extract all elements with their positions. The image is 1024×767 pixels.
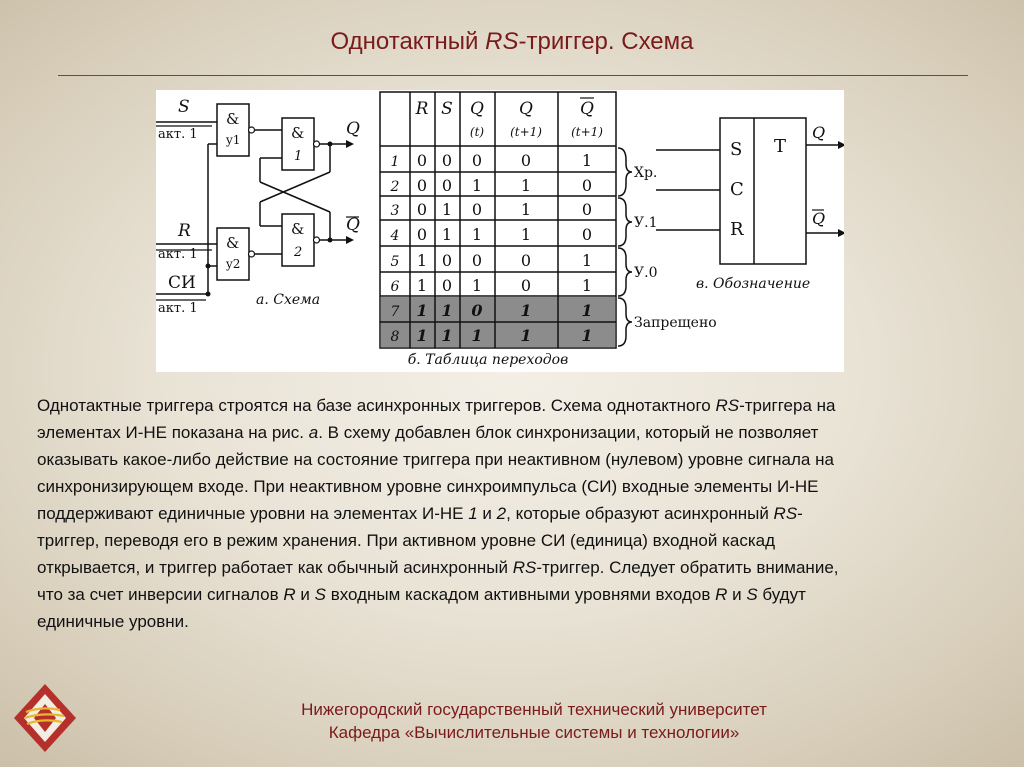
schema-caption: а. Схема (256, 292, 321, 308)
table-cell: 1 (581, 276, 593, 295)
table-cell: 1 (416, 301, 428, 320)
symbol-qbar-label: Q (812, 209, 826, 228)
footer-university: Нижегородский государственный технический университет (301, 700, 767, 719)
table-group-label: Запрещено (634, 315, 717, 331)
table-cell: 0 (471, 301, 483, 320)
body-line: элементах И-НЕ показана на рис. а. В схему добавлен блок синхронизации, который не позволяет (37, 423, 819, 442)
schema-q-label: Q (346, 119, 360, 139)
table-cell: 0 (441, 176, 453, 195)
table-cell: 0 (581, 225, 593, 244)
table-cell: 0 (441, 276, 453, 295)
table-cell: 1 (581, 326, 593, 345)
table-cell: 1 (416, 251, 428, 270)
table-cell: 0 (581, 200, 593, 219)
table-cell: 1 (520, 326, 532, 345)
table-subheader: (t+1) (571, 125, 603, 139)
table-cell: 0 (581, 176, 593, 195)
body-line: Однотактные триггера строятся на базе асинхронных триггеров. Схема однотактного RS-триггера на (37, 396, 836, 415)
table-cell: 0 (520, 151, 532, 170)
gate-y1-label: y1 (226, 133, 241, 147)
table-subheader: (t) (469, 125, 485, 139)
table-cell: 4 (390, 228, 400, 244)
gate-y1-sym: & (226, 110, 240, 128)
table-cell: 0 (416, 176, 428, 195)
symbol-t-label: T (774, 136, 787, 157)
table-cell: 1 (471, 176, 483, 195)
symbol-s-label: S (730, 139, 743, 160)
table-cell: 1 (416, 326, 428, 345)
gate-1-label: 1 (294, 149, 303, 164)
footer-department: Кафедра «Вычислительные системы и технологии» (328, 723, 740, 742)
schema-akt1-bot: акт. 1 (158, 301, 198, 316)
symbol-caption: в. Обозначение (696, 276, 811, 292)
table-header: Q (519, 99, 533, 119)
schema-akt1-top: акт. 1 (158, 127, 198, 142)
table-cell: 0 (520, 251, 532, 270)
schema-si-label: СИ (168, 273, 196, 293)
body-line: что за счет инверсии сигналов R и S входным каскадом активными уровнями входов R и S будут (37, 585, 806, 604)
table-cell: 1 (441, 200, 453, 219)
table-cell: 0 (416, 225, 428, 244)
table-cell: 0 (471, 151, 483, 170)
table-cell: 6 (390, 279, 400, 295)
table-cell: 1 (471, 276, 483, 295)
table-cell: 1 (390, 154, 400, 170)
table-cell: 5 (390, 254, 400, 270)
gate-y2-sym: & (226, 234, 240, 252)
table-cell: 8 (390, 329, 400, 345)
rs-trigger-figure (156, 90, 844, 372)
table-header: Q (470, 99, 484, 119)
body-line: открывается, и триггер работает как обычный асинхронный RS-триггер. Следует обратить внимание, (37, 558, 839, 577)
symbol-c-label: C (730, 179, 744, 200)
gate-y2-label: y2 (226, 257, 241, 271)
schema-s-label: S (178, 97, 190, 117)
slide-title: Однотактный RS-триггер. Схема (330, 28, 694, 55)
table-cell: 1 (441, 225, 453, 244)
body-line: единичные уровни. (37, 612, 189, 631)
schema-akt1-mid: акт. 1 (158, 247, 198, 262)
table-cell: 1 (520, 176, 532, 195)
table-cell: 0 (416, 200, 428, 219)
gate-1-sym: & (291, 124, 305, 142)
table-cell: 0 (471, 200, 483, 219)
gate-2-sym: & (291, 220, 305, 238)
table-cell: 0 (416, 151, 428, 170)
table-cell: 1 (581, 151, 593, 170)
gate-2-label: 2 (294, 245, 303, 260)
table-caption: б. Таблица переходов (407, 352, 569, 368)
table-group-label: У.1 (634, 215, 658, 231)
schema-r-label: R (178, 221, 191, 241)
figure-svg (156, 90, 844, 372)
table-cell: 1 (416, 276, 428, 295)
symbol-q-label: Q (812, 123, 826, 142)
table-cell: 0 (471, 251, 483, 270)
table-cell: 7 (390, 304, 400, 320)
table-subheader: (t+1) (510, 125, 542, 139)
table-cell: 0 (441, 151, 453, 170)
table-header: R (415, 99, 429, 119)
table-cell: 1 (581, 251, 593, 270)
table-cell: 1 (441, 326, 453, 345)
table-cell: 3 (390, 203, 400, 219)
table-cell: 2 (390, 179, 400, 195)
table-cell: 1 (441, 301, 453, 320)
body-line: поддерживают единичные уровни на элементах И-НЕ 1 и 2, которые образуют асинхронный RS- (37, 504, 803, 523)
footer (0, 698, 1024, 744)
schema-qbar-label: Q (346, 215, 360, 235)
body-line: синхронизирующем входе. При неактивном уровне синхроимпульса (СИ) входные элементы И-НЕ (37, 477, 819, 496)
table-cell: 1 (520, 301, 532, 320)
title-divider (58, 75, 968, 76)
table-header: S (441, 99, 453, 119)
table-cell: 1 (471, 326, 483, 345)
table-cell: 1 (471, 225, 483, 244)
symbol-r-label: R (730, 219, 744, 240)
table-cell: 0 (441, 251, 453, 270)
table-group-label: Хр. (634, 165, 658, 181)
table-cell: 0 (520, 276, 532, 295)
body-line: оказывать какое-либо действие на состояние триггера при неактивном (нулевом) уровне сигнала на (37, 450, 834, 469)
table-header: Q (580, 99, 594, 119)
table-cell: 1 (520, 225, 532, 244)
table-cell: 1 (520, 200, 532, 219)
table-group-label: У.0 (634, 265, 658, 281)
body-line: триггер, переводя его в режим хранения. При активном уровне СИ (единица) входной каскад (37, 531, 776, 550)
body-paragraph (37, 392, 987, 635)
table-cell: 1 (581, 301, 593, 320)
